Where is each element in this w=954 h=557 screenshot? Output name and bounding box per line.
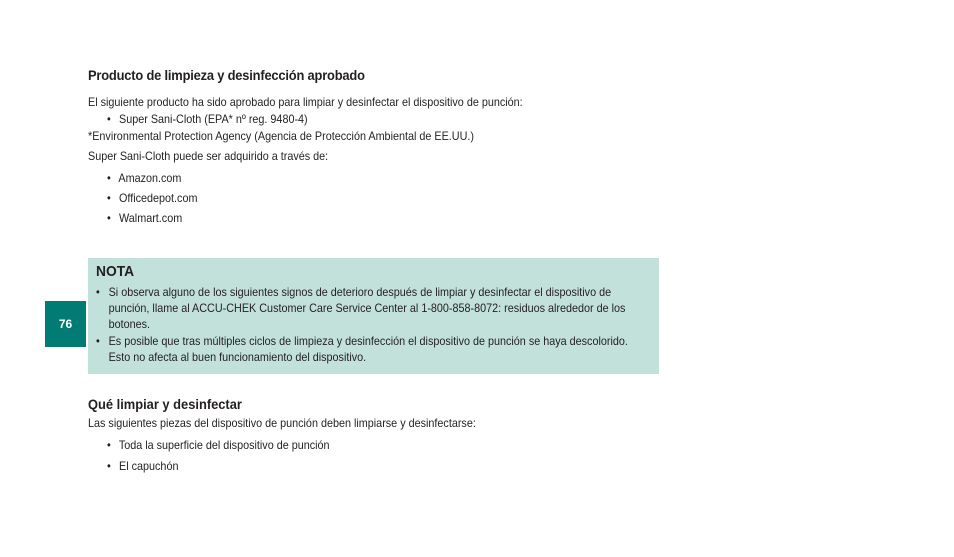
part-surface: Toda la superficie del dispositivo de punción <box>118 438 330 452</box>
page-number: 76 <box>58 317 73 331</box>
note-box <box>88 258 659 374</box>
retailer-amazon: Amazon.com <box>118 171 182 185</box>
bullet-dot: • <box>96 285 100 299</box>
section-title-what-to-clean: Qué limpiar y desinfectar <box>88 396 242 412</box>
note-item <box>96 333 636 365</box>
note-item <box>96 284 636 332</box>
part-item <box>107 438 330 452</box>
retailer-item <box>107 191 197 205</box>
note-item-text: Si observa alguno de los siguientes signos de deterioro después de limpiar y desinfectar el dispositivo de punción, llame al ACCU-CHEK Customer Care Service Center al 1-800-858-8072: residuos alrededor de los botones. <box>108 285 626 331</box>
note-title: NOTA <box>96 263 135 280</box>
retailer-officedepot: Officedepot.com <box>119 191 198 205</box>
purchase-intro: Super Sani-Cloth puede ser adquirido a través de: <box>88 149 329 163</box>
page-number-tab <box>45 301 86 347</box>
what-to-clean-intro: Las siguientes piezas del dispositivo de punción deben limpiarse y desinfectarse: <box>88 416 476 430</box>
part-item <box>107 459 178 473</box>
retailer-item <box>107 171 181 185</box>
product-bullet <box>107 112 308 126</box>
epa-footnote: *Environmental Protection Agency (Agencia de Protección Ambiental de EE.UU.) <box>88 129 475 143</box>
product-bullet-text: Super Sani-Cloth (EPA* nº reg. 9480-4) <box>119 112 308 126</box>
retailer-item <box>107 211 182 225</box>
part-cap: El capuchón <box>119 459 179 473</box>
approved-product-intro: El siguiente producto ha sido aprobado para limpiar y desinfectar el dispositivo de punción: <box>88 95 523 109</box>
section-title-approved-product: Producto de limpieza y desinfección aprobado <box>88 67 365 83</box>
note-item-text: Es posible que tras múltiples ciclos de limpieza y desinfección el dispositivo de punción se haya descolorido. Esto no afecta al buen funcionamiento del dispositivo. <box>108 334 628 364</box>
retailer-walmart: Walmart.com <box>119 211 183 225</box>
bullet-dot: • <box>96 334 100 348</box>
